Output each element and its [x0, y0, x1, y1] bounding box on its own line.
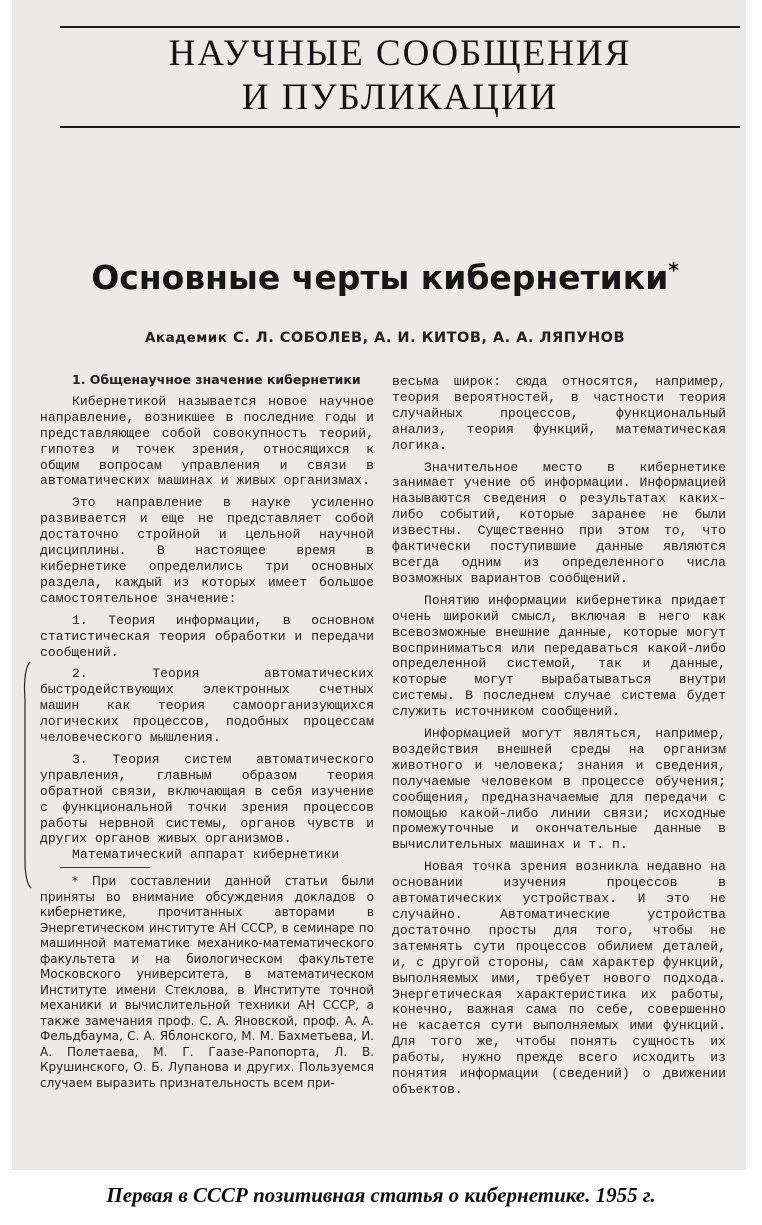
margin-bracket-mark: [20, 660, 32, 890]
paragraph: весьма широк: сюда относятся, например, теория вероятностей, в частности теория случайных процессов, функциональный анализ, теория функций, математическая логика.: [392, 374, 726, 453]
authors-names: С. Л. СОБОЛЕВ, А. И. КИТОВ, А. А. ЛЯПУНОВ: [232, 330, 626, 346]
footnote: * При составлении данной статьи были приняты во внимание обсуждения докладов о кибернетике, прочитанных авторами в Энергетическом институте АН СССР, в семинаре по машинной математике механико-математического факультета и на биологическом факультете Московского университета, в математическом Институте имени Стеклова, в Институте точной механики и вычислительной техники АН СССР, а также замечания проф. С. А. Яновской, проф. А. А. Фельдбаума, С. А. Яблонского, М. М. Бахметьева, И. А. Полетаева, М. Г. Гаазе-Рапопорта, Л. В. Крушинского, О. Б. Лупанова и других. Пользуемся случаем выразить признательность всем при-: [40, 874, 374, 1090]
paragraph: Это направление в науке усиленно развивается и еще не представляет собой достаточно стройной и цельной научной дисциплины. В настоящее время в кибернетике определились три основных раздела, каждый из которых имеет большое самостоятельное значение:: [40, 495, 374, 606]
paragraph: Кибернетикой называется новое научное направление, возникшее в последние годы и представляющее собой совокупность теорий, гипотез и точек зрения, относящихся к общим вопросам управления и связи в автоматических машинах и живых организмах.: [40, 393, 374, 489]
header-bottom-rule: [60, 126, 740, 128]
left-column: [40, 372, 374, 1097]
paragraph: Новая точка зрения возникла недавно на основании изучения процессов в автоматических устройствах. И это не случайно. Автоматические устройства достаточно просты для того, чтобы не затемнять сути процессов обилием деталей, и, с другой стороны, сам характер функций, выполняемых ими, требует нового подхода. Энергетическая характеристика их работы, конечно, важная сама по себе, совершенно не касается сути выполняемых ими функций. Для того же, чтобы понять сущность их работы, нужно прежде всего исходить из понятия информации (сведений) о движении объектов.: [392, 859, 726, 1097]
title-footnote-mark: *: [668, 258, 679, 282]
list-item: 2. Теория автоматических быстродействующих электронных счетных машин как теория самоорганизующихся логических процессов, подобных процессам человеческого мышления.: [40, 666, 374, 746]
caption: Первая в СССР позитивная статья о кибернетике. 1955 г.: [106, 1183, 656, 1207]
section-title-line2: И ПУБЛИКАЦИИ: [241, 77, 559, 118]
authors-prefix: Академик: [144, 330, 228, 346]
list-item: 1. Теория информации, в основном статистическая теория обработки и передачи сообщений.: [40, 612, 374, 660]
section-heading: 1. Общенаучное значение кибернетики: [72, 372, 361, 387]
section-title-line1: НАУЧНЫЕ СООБЩЕНИЯ: [168, 33, 632, 74]
paragraph: Информацией могут являться, например, воздействия внешней среды на организм животного и человека; знания и сведения, получаемые человеком в процессе обучения; сообщения, предназначаемые для передачи с помощью какой-либо линии связи; исходные промежуточные и окончательные данные в вычислительных машинах и т. п.: [392, 726, 726, 853]
list-item: 3. Теория систем автоматического управления, главным образом теория обратной связи, включающая в себя изучение с функциональной точки зрения процессов работы нервной системы, органов чувств и других органов живых организмов.: [40, 751, 374, 847]
paragraph: Математический аппарат кибернетики: [72, 847, 340, 863]
right-column: [392, 374, 726, 1104]
article-authors: [60, 330, 710, 346]
paragraph: Понятию информации кибернетика придает очень широкий смысл, включая в него как всевозможные внешние данные, которые могут восприниматься или передаваться какой-либо определенной системой, так и данные, которые могут вырабатываться внутри системы. В последнем случае система будет служить источником сообщений.: [392, 592, 726, 720]
header-top-rule: [60, 26, 740, 28]
footnote-divider: [60, 867, 150, 868]
article-title: [60, 258, 710, 297]
article-title-text: Основные черты кибернетики: [91, 258, 669, 297]
paragraph: Значительное место в кибернетике занимает учение об информации. Информацией называются сведения о результатах каких-либо событий, которые заранее не были известны. Существенно при этом то, что фактически поступившие данные являются всегда одним из определенного числа возможных вариантов сообщений.: [392, 459, 726, 586]
